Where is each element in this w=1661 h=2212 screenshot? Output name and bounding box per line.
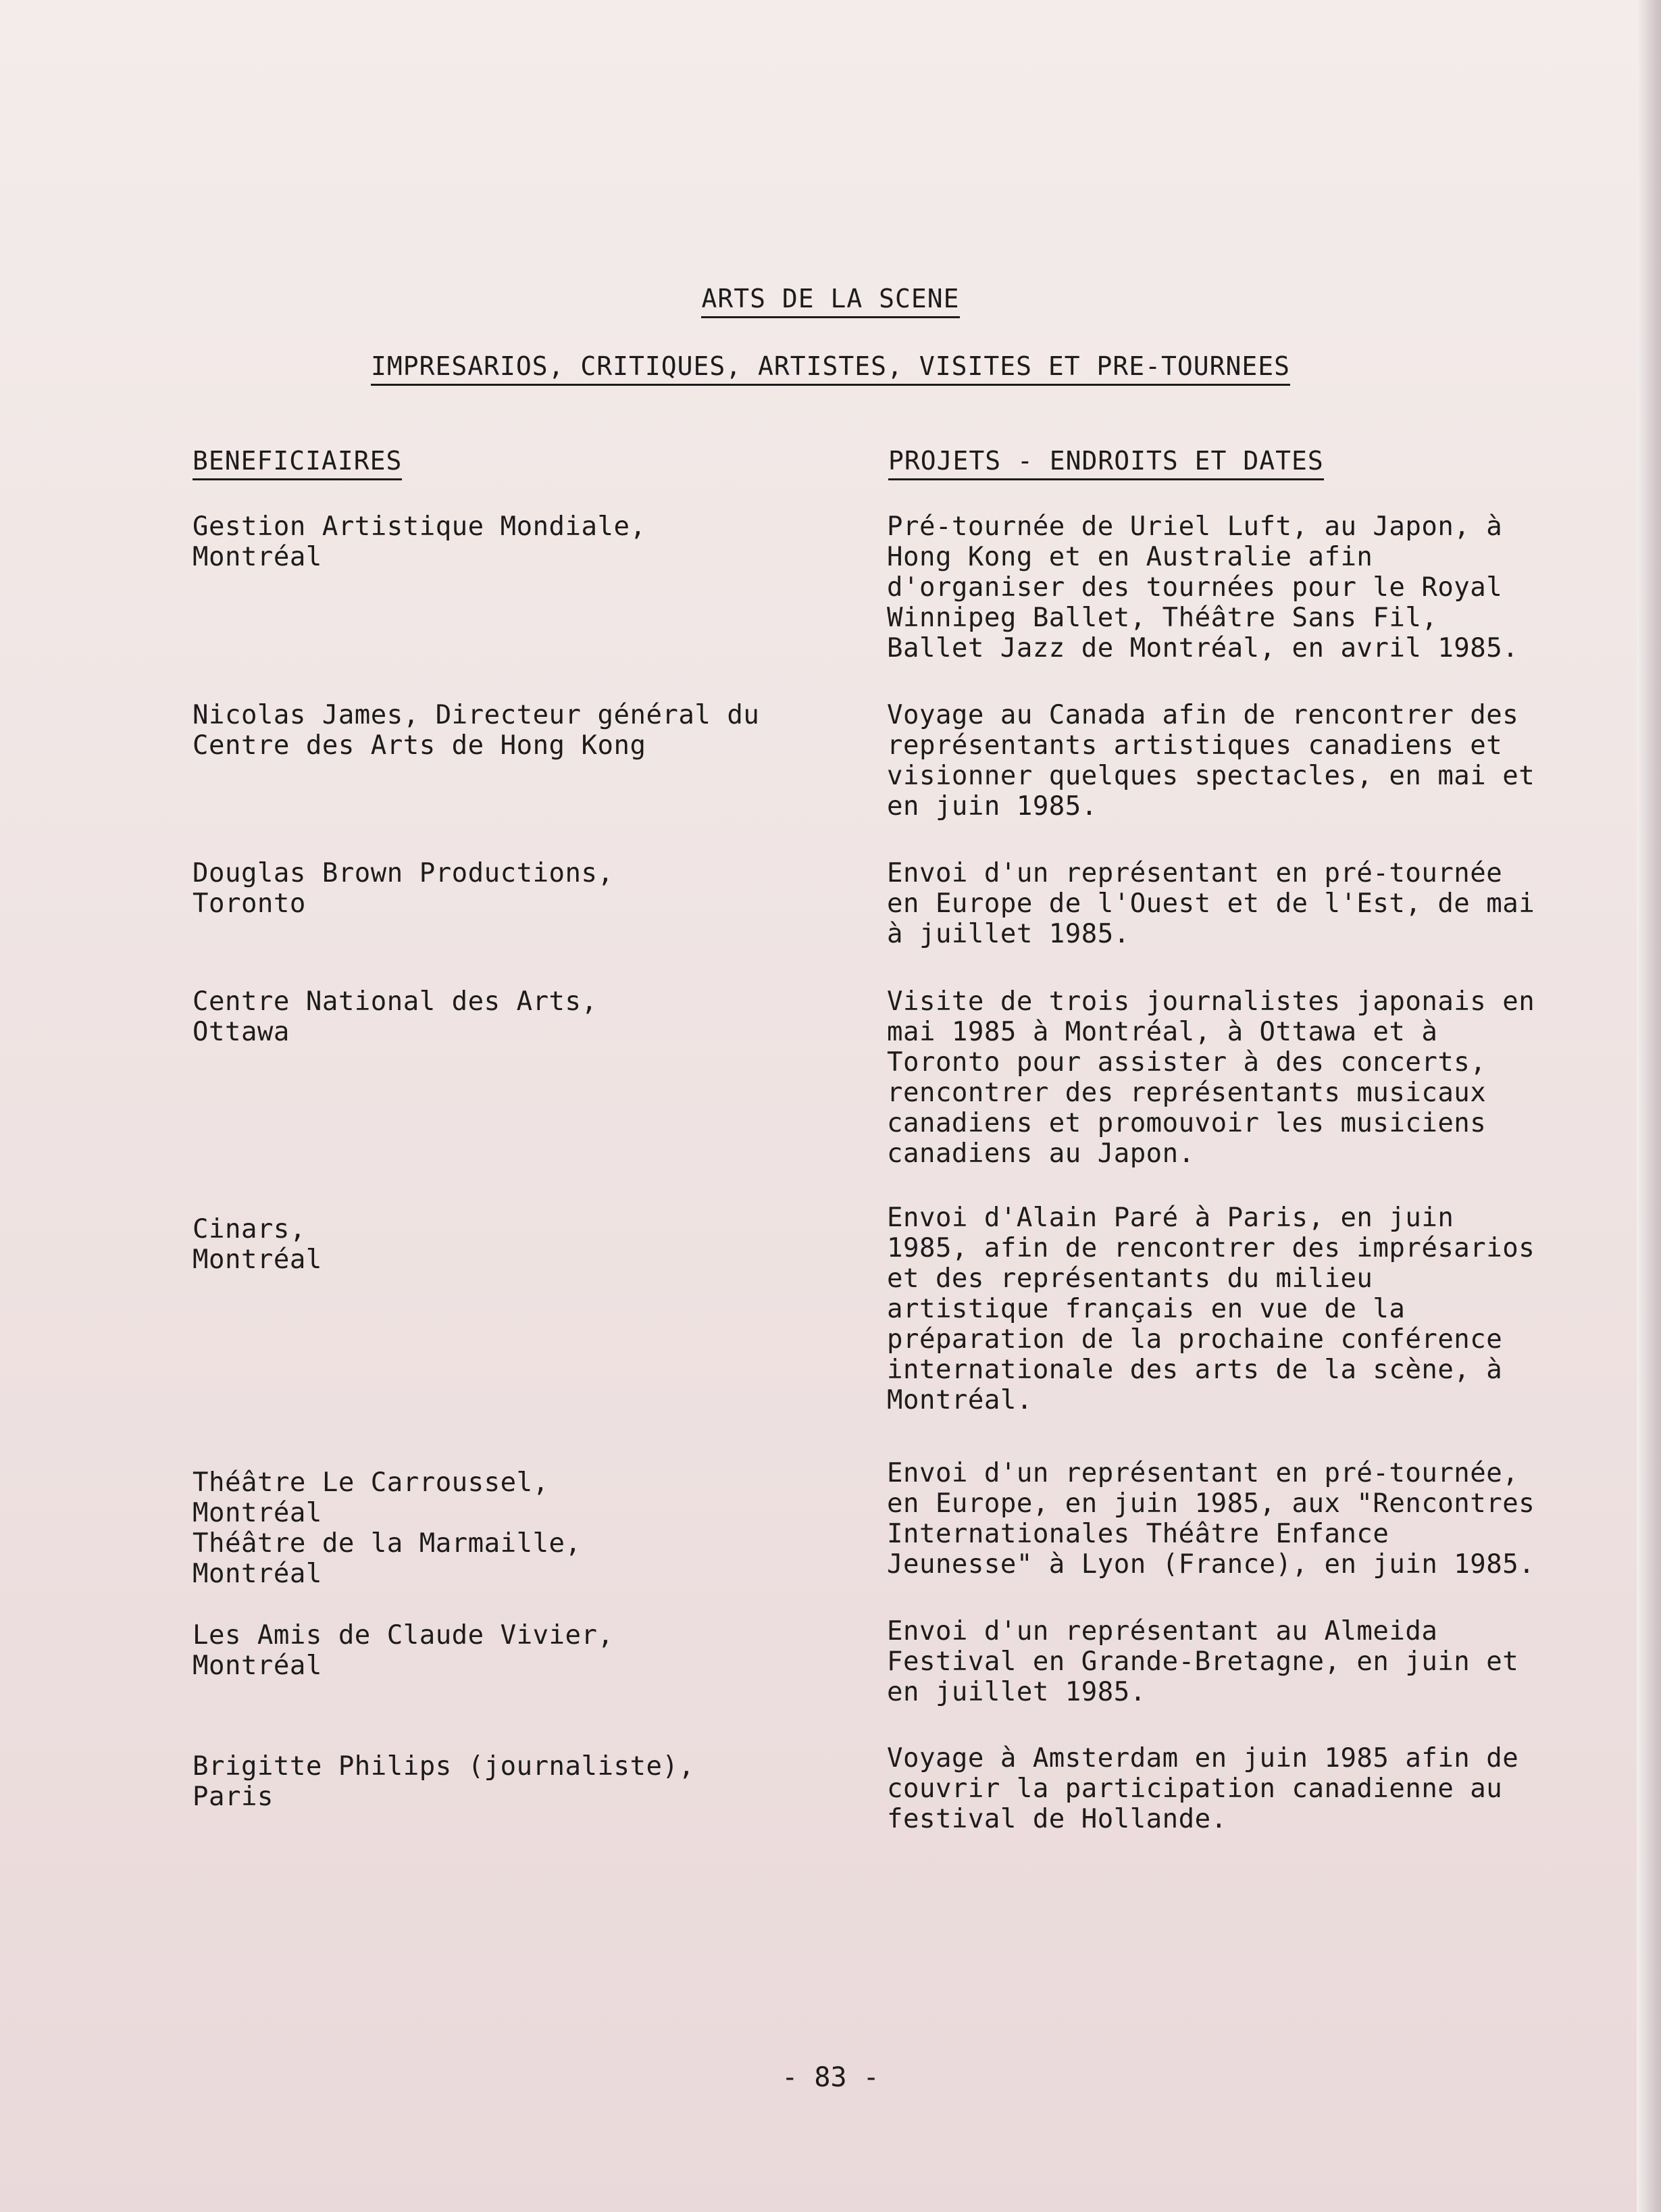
project-entry: Envoi d'Alain Paré à Paris, en juin 1985, afin de rencontrer des imprésarios et des représentants du milieu artistique français en vue de la préparation de la prochaine conférence internationale des arts de la scène, à Montréal. — [887, 1203, 1535, 1415]
beneficiary-entry: Gestion Artistique Mondiale, Montréal — [193, 511, 646, 572]
project-entry: Voyage au Canada afin de rencontrer des représentants artistiques canadiens et visionner quelques spectacles, en mai et en juin 1985. — [887, 700, 1535, 822]
page-edge — [1637, 0, 1661, 2212]
beneficiary-entry: Cinars, Montréal — [193, 1214, 322, 1275]
project-entry: Envoi d'un représentant au Almeida Festival en Grande-Bretagne, en juin et en juillet 1985. — [887, 1616, 1519, 1707]
column-header-projects: PROJETS - ENDROITS ET DATES — [888, 446, 1324, 480]
page-number: - 83 - — [782, 2062, 879, 2093]
beneficiary-entry: Centre National des Arts, Ottawa — [193, 986, 598, 1047]
project-entry: Envoi d'un représentant en pré-tournée en Europe de l'Ouest et de l'Est, de mai à juillet 1985. — [887, 858, 1535, 949]
column-header-beneficiaries: BENEFICIAIRES — [193, 446, 402, 480]
project-entry: Pré-tournée de Uriel Luft, au Japon, à Hong Kong et en Australie afin d'organiser des tournées pour le Royal Winnipeg Ballet, Théâtre Sans Fil, Ballet Jazz de Montréal, en avril 1985. — [887, 511, 1519, 663]
beneficiary-entry: Douglas Brown Productions, Toronto — [193, 858, 614, 919]
project-entry: Envoi d'un représentant en pré-tournée, en Europe, en juin 1985, aux "Rencontres Internationales Théâtre Enfance Jeunesse" à Lyon (France), en juin 1985. — [887, 1458, 1535, 1580]
project-entry: Visite de trois journalistes japonais en mai 1985 à Montréal, à Ottawa et à Toronto pour assister à des concerts, rencontrer des représentants musicaux canadiens et promouvoir les musiciens canadiens au Japon. — [887, 986, 1535, 1169]
project-entry: Voyage à Amsterdam en juin 1985 afin de couvrir la participation canadienne au festival de Hollande. — [887, 1743, 1519, 1834]
page-title: ARTS DE LA SCENE — [0, 284, 1661, 318]
beneficiary-entry: Brigitte Philips (journaliste), Paris — [193, 1751, 695, 1812]
beneficiary-entry: Les Amis de Claude Vivier, Montréal — [193, 1620, 614, 1681]
beneficiary-entry: Théâtre Le Carroussel, Montréal Théâtre de la Marmaille, Montréal — [193, 1467, 582, 1589]
beneficiary-entry: Nicolas James, Directeur général du Centre des Arts de Hong Kong — [193, 700, 760, 761]
page-subtitle: IMPRESARIOS, CRITIQUES, ARTISTES, VISITES ET PRE-TOURNEES — [0, 351, 1661, 386]
